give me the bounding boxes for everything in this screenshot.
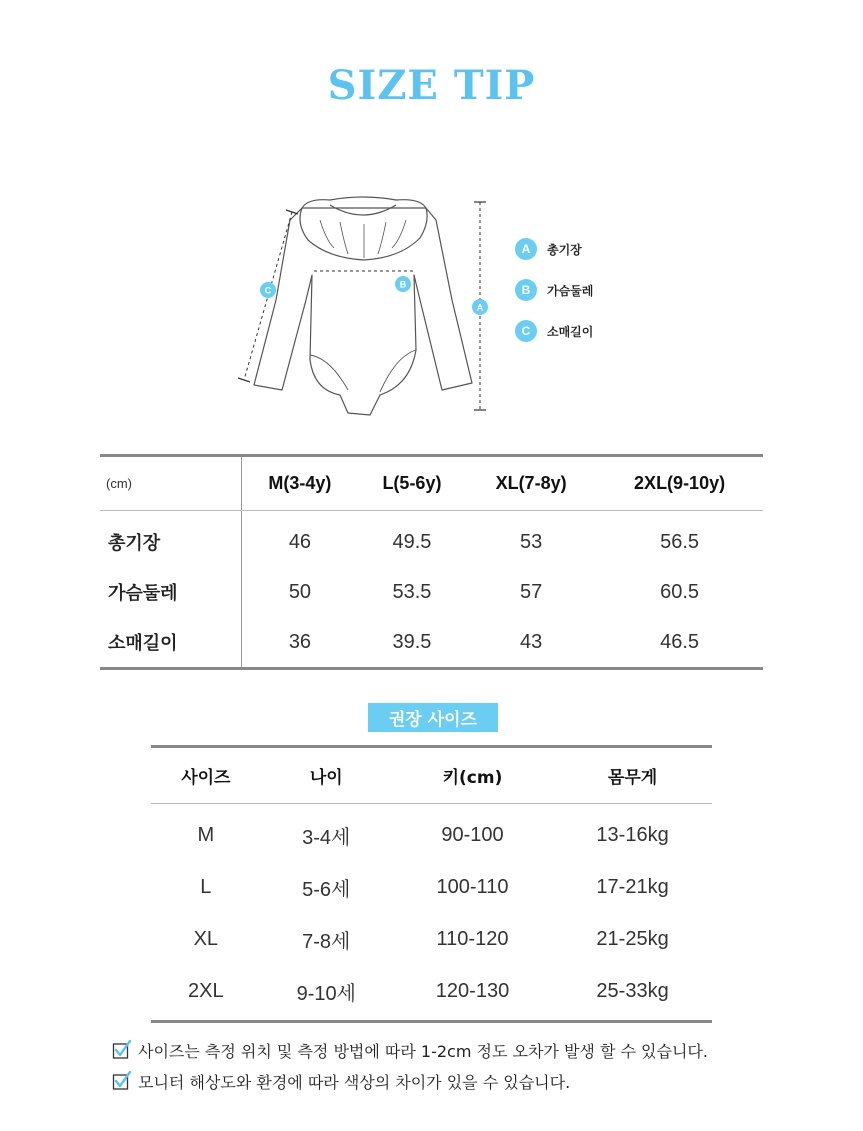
unit-label: (cm) [100,456,242,511]
notes [112,1039,708,1101]
table-header-row [151,747,712,804]
table-cell: 57 [519,580,543,603]
table-row [151,913,712,965]
column-header: L(5-6y) [358,456,466,511]
table-cell: XL [193,927,219,950]
table-cell: 90-100 [441,823,504,846]
recommended-size-table [151,745,712,1023]
table-cell: 25-33kg [596,979,669,1002]
table-cell: 100-110 [436,875,509,898]
legend-label: 총기장 [547,242,582,257]
column-header: 나이 [261,747,392,804]
column-header: 2XL(9-10y) [596,456,763,511]
table-cell: 2XL [188,979,224,1002]
legend-item-b [515,279,593,301]
svg-text:C: C [264,285,272,296]
column-header: XL(7-8y) [466,456,596,511]
recommended-size-badge: 권장 사이즈 [368,703,498,732]
table-row [100,617,763,669]
table-cell: 46 [288,530,312,553]
legend-label: 소매길이 [547,324,594,339]
table-cell: 36 [288,630,312,653]
table-header-row [100,456,763,511]
table-cell: 56.5 [660,530,700,553]
row-label: 가슴둘레 [100,567,242,617]
legend-badge: A [515,238,537,260]
table-cell: 9-10세 [296,982,356,1005]
table-cell: 5-6세 [302,878,351,901]
legend-item-a [515,238,593,260]
table-cell: 7-8세 [302,930,351,953]
table-cell: 21-25kg [596,927,669,950]
svg-text:B: B [399,279,407,290]
table-cell: 60.5 [660,580,700,603]
legend-badge: C [515,320,537,342]
svg-text:A: A [476,302,484,313]
checkbox-check-icon [112,1040,132,1060]
table-cell: L [200,875,212,898]
page-title: SIZE TIP [327,62,536,109]
table-cell: 53 [519,530,543,553]
table-cell: 3-4세 [302,826,351,849]
row-label: 소매길이 [100,617,242,669]
table-cell: 53.5 [392,580,432,603]
table-cell: 43 [519,630,543,653]
legend-item-c [515,320,593,342]
table-cell: 120-130 [435,979,510,1002]
table-cell: 110-120 [436,927,509,950]
table-cell: M [197,823,215,846]
table-cell: 49.5 [392,530,432,553]
legend-badge: B [515,279,537,301]
garment-diagram [230,180,500,420]
note-item [112,1039,708,1061]
column-header: 키(cm) [392,747,553,804]
row-label: 총기장 [100,511,242,568]
legend-label: 가슴둘레 [547,283,594,298]
size-table [100,454,763,670]
table-row [100,567,763,617]
table-cell: 39.5 [392,630,432,653]
table-cell: 50 [288,580,312,603]
table-row [151,804,712,862]
table-cell: 17-21kg [596,875,669,898]
column-header: 사이즈 [151,747,261,804]
checkbox-check-icon [112,1071,132,1091]
table-row [100,511,763,568]
legend [515,238,593,361]
column-header: M(3-4y) [242,456,358,511]
table-row [151,965,712,1022]
table-row [151,861,712,913]
column-header: 몸무게 [553,747,712,804]
note-text: 사이즈는 측정 위치 및 측정 방법에 따라 1-2cm 정도 오차가 발생 할 수 있습니다. [138,1041,708,1061]
note-item [112,1070,708,1092]
table-cell: 13-16kg [596,823,669,846]
table-cell: 46.5 [660,630,700,653]
note-text: 모니터 해상도와 환경에 따라 색상의 차이가 있을 수 있습니다. [138,1072,571,1092]
